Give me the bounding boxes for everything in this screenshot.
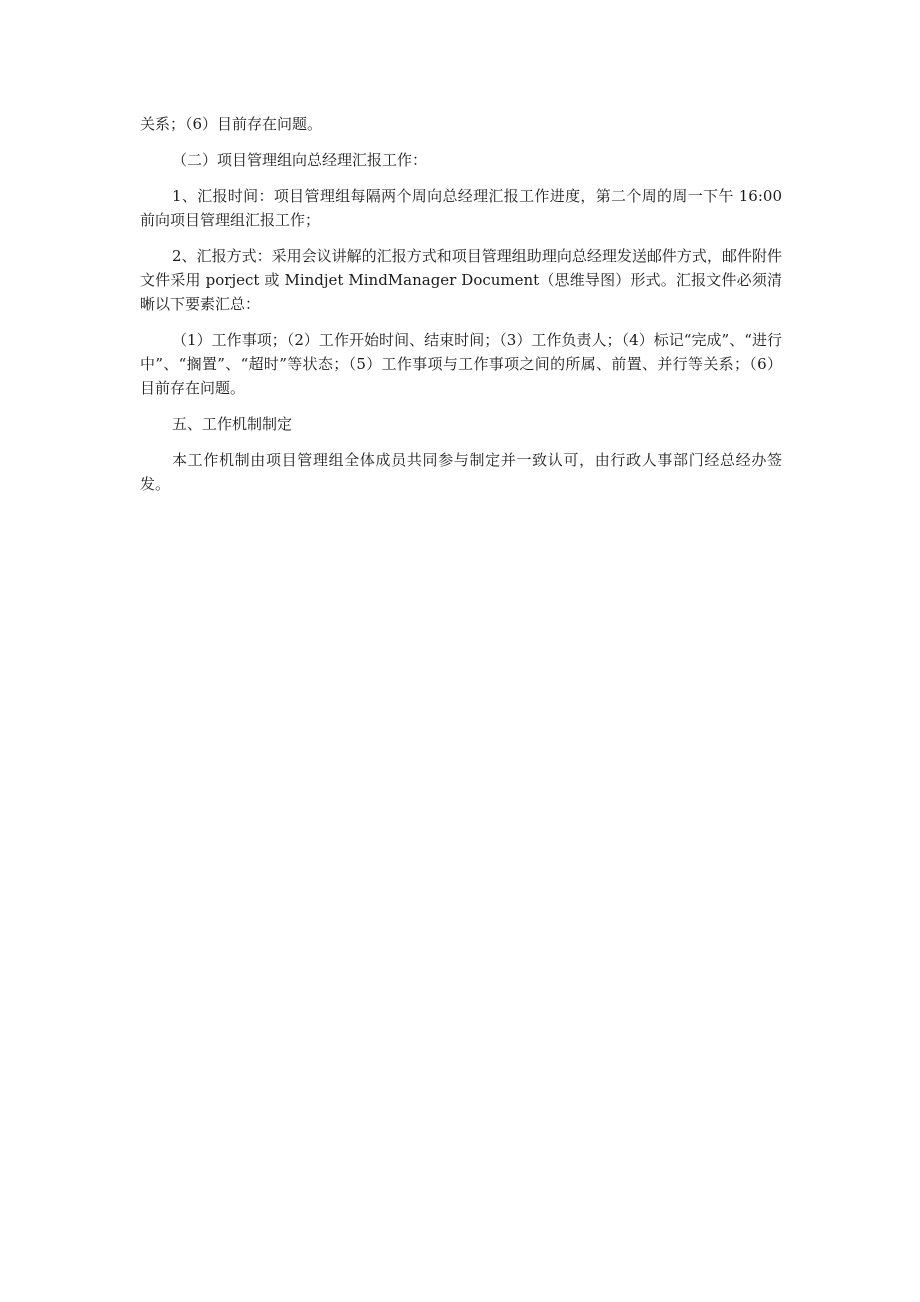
paragraph-report-elements: （1）工作事项；（2）工作开始时间、结束时间；（3）工作负责人；（4）标记“完成”、“进行中”、“搁置”、“超时”等状态；（5）工作事项与工作事项之间的所属、前置、并行等关系；（6）目前存在问题。 bbox=[140, 331, 782, 397]
paragraph-section-heading-report: （二）项目管理组向总经理汇报工作： bbox=[172, 151, 428, 169]
paragraph-report-time: 1、汇报时间：项目管理组每隔两个周向总经理汇报工作进度，第二个周的周一下午 16:00 前向项目管理组汇报工作； bbox=[140, 187, 782, 229]
paragraph-heading-mechanism: 五、工作机制制定 bbox=[172, 415, 293, 433]
paragraph-mechanism-approval: 本工作机制由项目管理组全体成员共同参与制定并一致认可，由行政人事部门经总经办签发。 bbox=[140, 451, 782, 493]
document-body bbox=[140, 112, 782, 508]
paragraph-report-method: 2、汇报方式：采用会议讲解的汇报方式和项目管理组助理向总经理发送邮件方式，邮件附件文件采用 porject 或 Mindjet MindManager Document（思维导图）形式。汇报文件必须清晰以下要素汇总： bbox=[140, 247, 782, 313]
paragraph-relations-continued: 关系；（6）目前存在问题。 bbox=[140, 115, 323, 133]
